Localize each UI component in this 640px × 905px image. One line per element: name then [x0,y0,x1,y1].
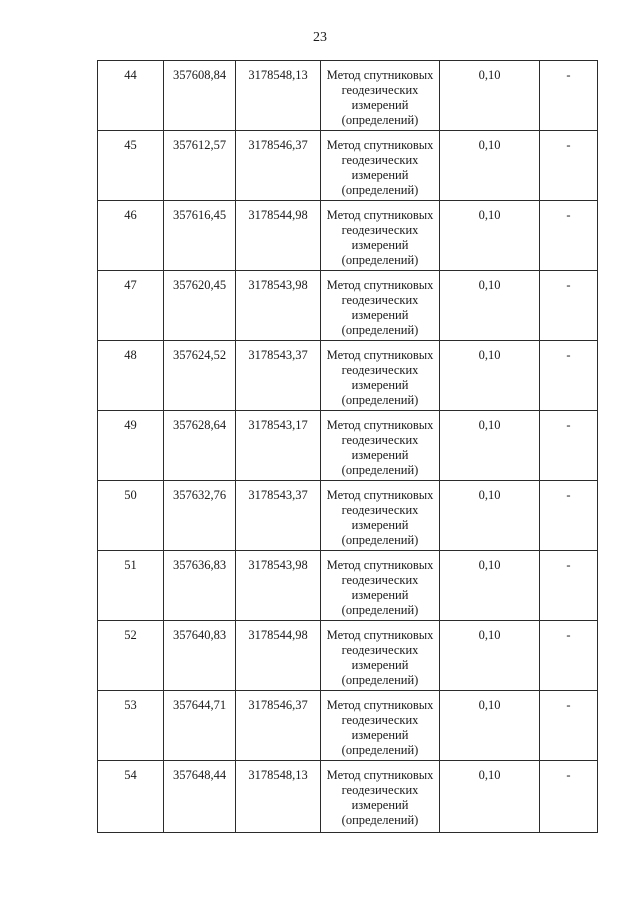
note-cell: - [540,201,598,271]
coordinates-table-body [98,61,598,833]
x-coordinate-cell: 357636,83 [164,551,236,621]
method-cell: Метод спутниковых геодезических измерений (определений) [321,271,440,341]
method-cell: Метод спутниковых геодезических измерений (определений) [321,621,440,691]
point-number-cell: 52 [98,621,164,691]
table-row [98,551,598,621]
y-coordinate-cell: 3178543,98 [236,551,321,621]
note-cell: - [540,761,598,833]
note-cell: - [540,131,598,201]
x-coordinate-cell: 357608,84 [164,61,236,131]
y-coordinate-cell: 3178546,37 [236,691,321,761]
point-number-cell: 54 [98,761,164,833]
accuracy-cell: 0,10 [440,131,540,201]
table-row [98,691,598,761]
x-coordinate-cell: 357640,83 [164,621,236,691]
note-cell: - [540,481,598,551]
note-cell: - [540,411,598,481]
accuracy-cell: 0,10 [440,551,540,621]
coordinates-table [97,60,598,833]
method-cell: Метод спутниковых геодезических измерений (определений) [321,761,440,833]
method-cell: Метод спутниковых геодезических измерений (определений) [321,691,440,761]
y-coordinate-cell: 3178544,98 [236,201,321,271]
x-coordinate-cell: 357616,45 [164,201,236,271]
table-row [98,131,598,201]
accuracy-cell: 0,10 [440,481,540,551]
y-coordinate-cell: 3178544,98 [236,621,321,691]
point-number-cell: 44 [98,61,164,131]
x-coordinate-cell: 357620,45 [164,271,236,341]
point-number-cell: 47 [98,271,164,341]
method-cell: Метод спутниковых геодезических измерений (определений) [321,551,440,621]
note-cell: - [540,551,598,621]
accuracy-cell: 0,10 [440,621,540,691]
x-coordinate-cell: 357644,71 [164,691,236,761]
accuracy-cell: 0,10 [440,61,540,131]
method-cell: Метод спутниковых геодезических измерений (определений) [321,411,440,481]
table-row [98,761,598,833]
point-number-cell: 45 [98,131,164,201]
accuracy-cell: 0,10 [440,691,540,761]
y-coordinate-cell: 3178543,37 [236,341,321,411]
x-coordinate-cell: 357628,64 [164,411,236,481]
accuracy-cell: 0,10 [440,201,540,271]
note-cell: - [540,691,598,761]
x-coordinate-cell: 357648,44 [164,761,236,833]
accuracy-cell: 0,10 [440,411,540,481]
y-coordinate-cell: 3178543,37 [236,481,321,551]
y-coordinate-cell: 3178548,13 [236,61,321,131]
point-number-cell: 46 [98,201,164,271]
x-coordinate-cell: 357624,52 [164,341,236,411]
y-coordinate-cell: 3178543,98 [236,271,321,341]
table-row [98,201,598,271]
point-number-cell: 49 [98,411,164,481]
point-number-cell: 51 [98,551,164,621]
x-coordinate-cell: 357632,76 [164,481,236,551]
table-row [98,271,598,341]
accuracy-cell: 0,10 [440,761,540,833]
point-number-cell: 53 [98,691,164,761]
method-cell: Метод спутниковых геодезических измерений (определений) [321,481,440,551]
x-coordinate-cell: 357612,57 [164,131,236,201]
note-cell: - [540,61,598,131]
method-cell: Метод спутниковых геодезических измерений (определений) [321,131,440,201]
note-cell: - [540,271,598,341]
table-row [98,411,598,481]
method-cell: Метод спутниковых геодезических измерений (определений) [321,341,440,411]
y-coordinate-cell: 3178543,17 [236,411,321,481]
table-row [98,481,598,551]
note-cell: - [540,621,598,691]
accuracy-cell: 0,10 [440,271,540,341]
y-coordinate-cell: 3178548,13 [236,761,321,833]
table-row [98,621,598,691]
method-cell: Метод спутниковых геодезических измерений (определений) [321,61,440,131]
page-number: 23 [313,30,327,45]
method-cell: Метод спутниковых геодезических измерений (определений) [321,201,440,271]
y-coordinate-cell: 3178546,37 [236,131,321,201]
point-number-cell: 48 [98,341,164,411]
table-row [98,61,598,131]
accuracy-cell: 0,10 [440,341,540,411]
note-cell: - [540,341,598,411]
table-row [98,341,598,411]
point-number-cell: 50 [98,481,164,551]
